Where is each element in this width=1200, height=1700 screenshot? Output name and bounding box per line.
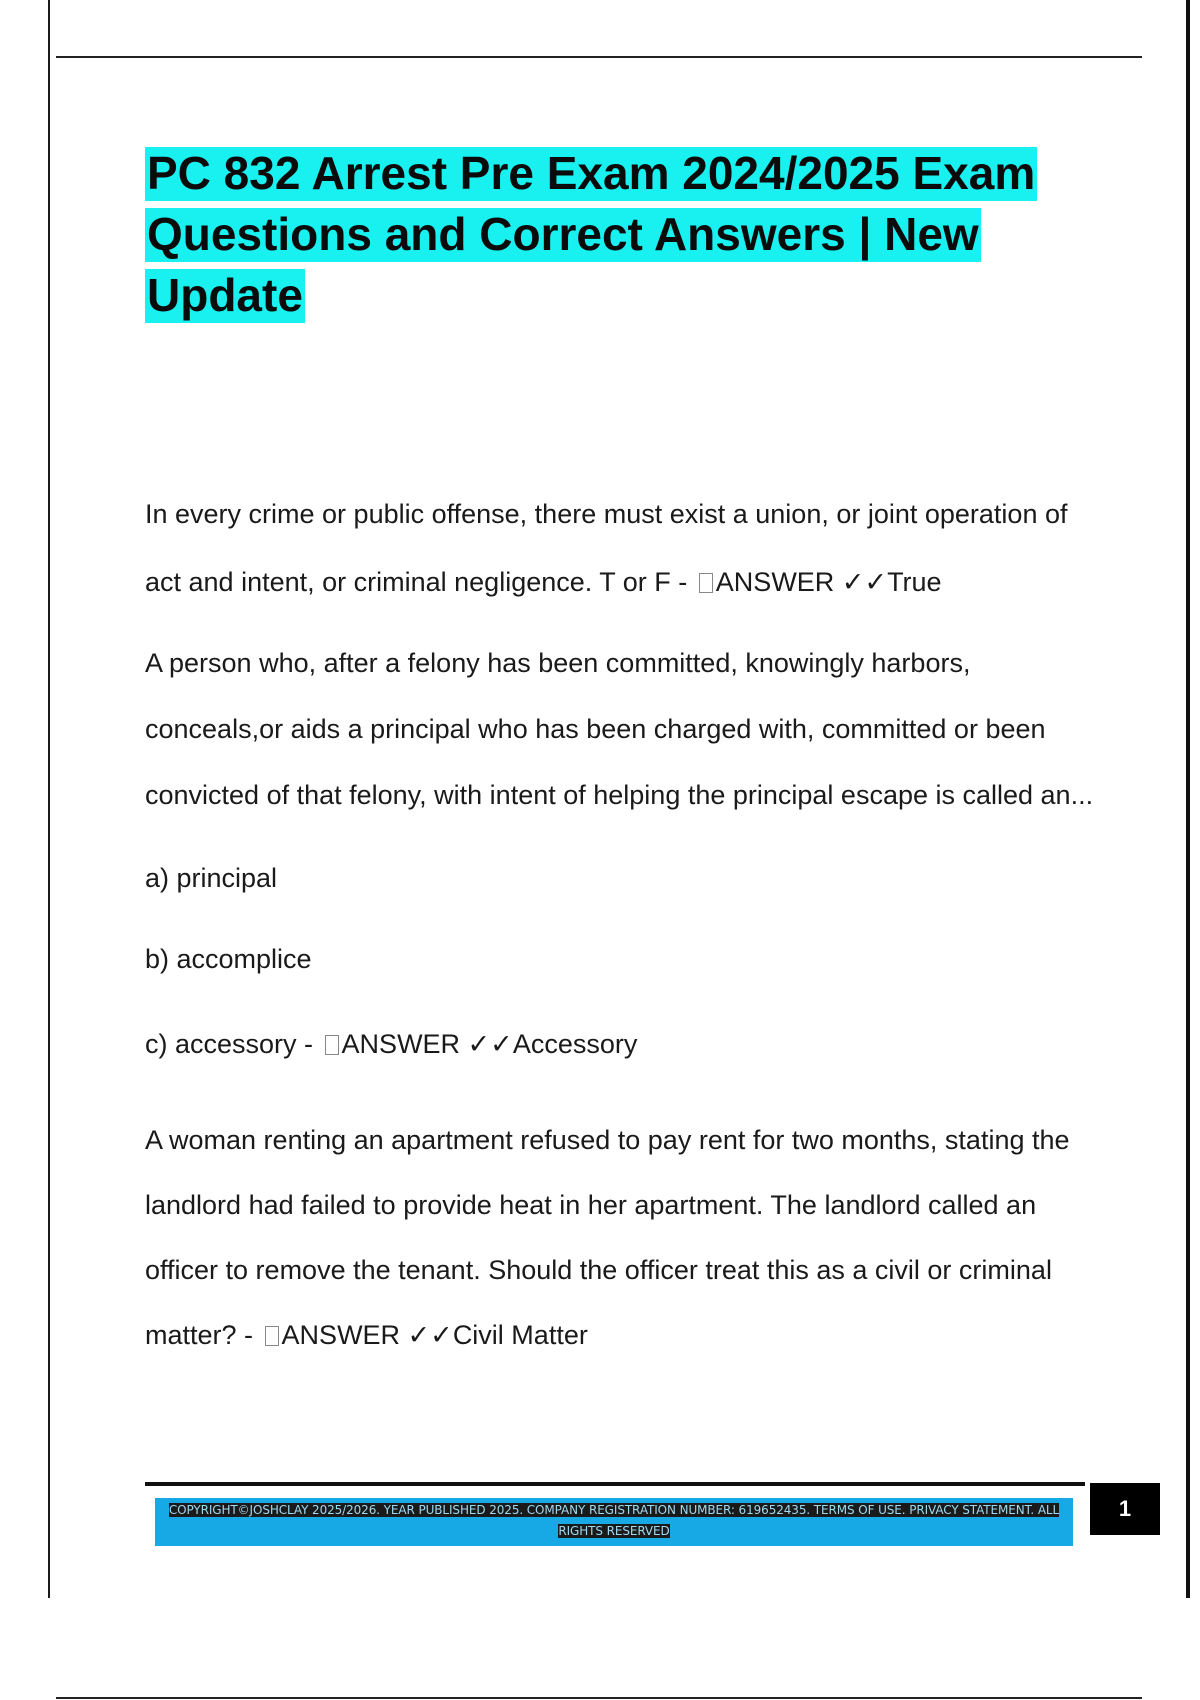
document-body <box>145 480 1105 1368</box>
answer-prefix: ANSWER ✓✓ <box>715 567 888 597</box>
option-c <box>145 1024 1105 1064</box>
option-a: a) principal <box>145 863 278 893</box>
answer-text: True <box>887 567 942 597</box>
footer-rule <box>145 1482 1085 1486</box>
document-title <box>145 143 1105 326</box>
answer-prefix: ANSWER ✓✓ <box>341 1029 513 1059</box>
page-number: 1 <box>1090 1483 1160 1535</box>
question-text: A person who, after a felony has been committed, knowingly harbors, conceals,or aids a principal who has been charged with, committed or been convicted of that felony, with intent of helping the principal escape is called an... <box>145 648 1094 810</box>
question-3 <box>145 1108 1105 1368</box>
question-text: In every crime or public offense, there must exist a union, or joint operation of act and intent, or criminal negligence. T or F - <box>145 499 1068 597</box>
title-highlight: PC 832 Arrest Pre Exam 2024/2025 Exam Questions and Correct Answers | New Update <box>147 147 1036 321</box>
copyright-text: COPYRIGHT©JOSHCLAY 2025/2026. YEAR PUBLISHED 2025. COMPANY REGISTRATION NUMBER: 619652435. TERMS OF USE. PRIVACY STATEMENT. ALL RIGHTS RESERVED <box>168 1503 1060 1538</box>
answer-text: Civil Matter <box>452 1320 588 1350</box>
answer-prefix: ANSWER ✓✓ <box>281 1320 453 1350</box>
question-text: A woman renting an apartment refused to pay rent for two months, stating the landlord had failed to provide heat in her apartment. The landlord called an officer to remove the tenant. Should the officer treat this as a civil or criminal matter? - <box>145 1125 1070 1350</box>
checkbox-glyph-icon <box>325 1035 339 1055</box>
checkbox-glyph-icon <box>699 573 713 593</box>
header-rule <box>56 56 1142 58</box>
footer-band <box>155 1498 1073 1546</box>
option-text: c) accessory - <box>145 1029 314 1059</box>
option-b: b) accomplice <box>145 944 312 974</box>
question-2 <box>145 630 1105 828</box>
question-1 <box>145 480 1105 616</box>
checkbox-glyph-icon <box>265 1326 279 1346</box>
next-page-rule <box>56 1697 1142 1699</box>
answer-text: Accessory <box>512 1029 638 1059</box>
